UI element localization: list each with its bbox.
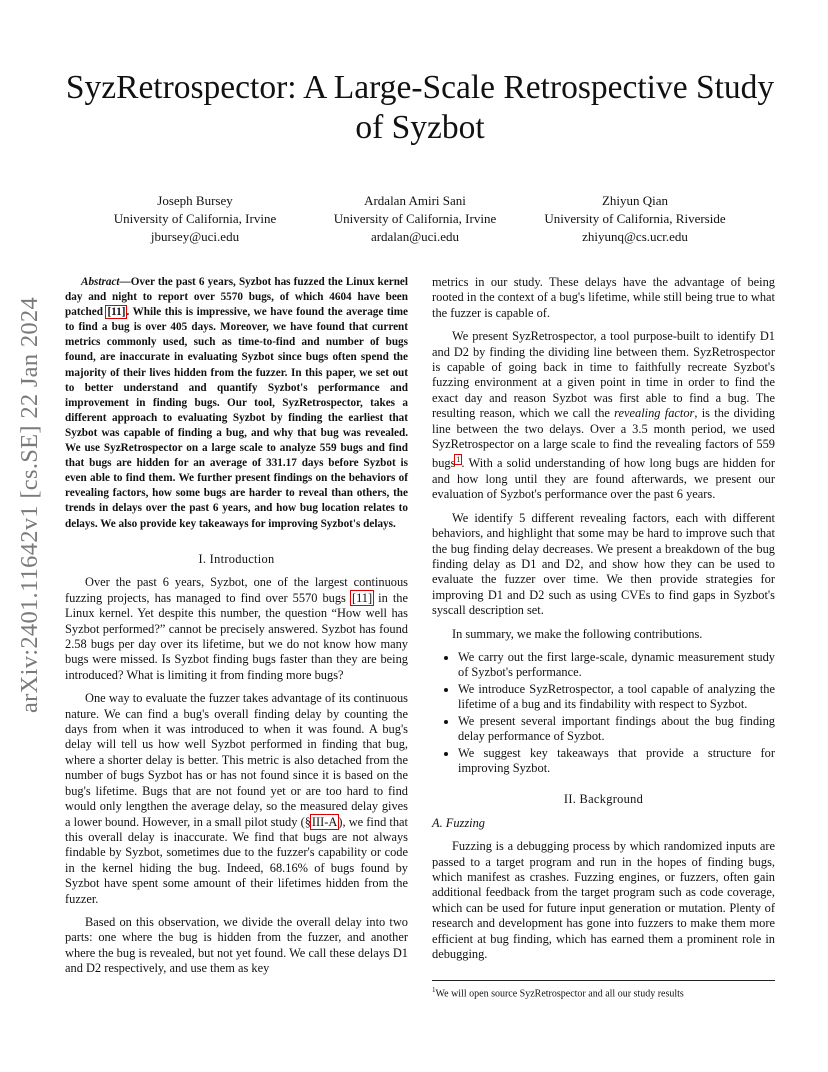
paper-title bbox=[60, 68, 780, 148]
subsection-heading-fuzzing: A. Fuzzing bbox=[432, 815, 486, 830]
abstract-text-b: . While this is impressive, we have found the average time to find a bug is over 405 days. Moreover, we have found that current metrics commonly used, such as time-to-find and number of bugs found, are inaccurate in evaluating Syzbot since bugs often spend the majority of their lives hidden from the fuzzer. In this paper, we set out to better understand and quantify Syzbot's performance and improvement in finding bugs. Our tool, SyzRetrospector, takes a different approach to evaluating Syzbot by finding the earliest that Syzbot was capable of finding a bug, and why that bug was revealed. We use SyzRetrospector on a large scale to analyze 559 bugs and find that bugs are hidden for an average of 331.17 days before Syzbot is even able to find them. We further present findings on the behaviors of revealing factors, how some bugs are harder to reveal than others, the trends in delays over the past 6 years, and how bug location relates to delays. We also provide key takeaways for improving Syzbot's delays. bbox=[65, 306, 408, 530]
footnote-text: We will open source SyzRetrospector and all our study results bbox=[435, 988, 684, 1000]
right-paragraph-0: metrics in our study. These delays have the advantage of being rooted in the context of a bug's lifetime, while still being true to what the fuzzer is capable of. bbox=[432, 275, 775, 320]
section-reference-link[interactable]: III-A bbox=[311, 814, 338, 829]
footnote bbox=[432, 980, 775, 999]
footnote-link[interactable]: 1 bbox=[456, 455, 461, 465]
author-affiliation: University of California, Irvine bbox=[113, 211, 277, 226]
author-name: Zhiyun Qian bbox=[601, 193, 669, 208]
left-column bbox=[65, 552, 408, 985]
right-paragraph-2: We identify 5 different revealing factors, each with different behaviors, and highlight that some may be hard to improve such that the bug finding delay decreases. We present a breakdown of the bug finding delay as D1 and D2, and show how they can be used to evaluate the fuzzer over time. We then provide strategies for improving D1 and D2 such as using CVEs to find gaps in Syzbot's syscall description set. bbox=[432, 510, 775, 618]
abstract bbox=[65, 275, 408, 532]
citation-link[interactable]: [11] bbox=[107, 306, 126, 319]
arxiv-watermark bbox=[10, 295, 50, 715]
author-email: zhiyunq@cs.ucr.edu bbox=[582, 229, 688, 244]
author-block-1 bbox=[100, 192, 290, 246]
abstract-text-a: —Over the past 6 years, Syzbot has fuzzed the Linux kernel day and night to report over 5570 bugs, of which 4604 have been patched bbox=[65, 276, 408, 319]
list-item: • We carry out the first large-scale, dynamic measurement study of Syzbot's performance. bbox=[458, 650, 775, 681]
section-heading-background: II. Background bbox=[563, 792, 644, 807]
right-paragraph-3: In summary, we make the following contributions. bbox=[452, 626, 703, 641]
list-item: • We suggest key takeaways that provide a structure for improving Syzbot. bbox=[458, 746, 775, 777]
right-paragraph-4: Fuzzing is a debugging process by which randomized inputs are passed to a target program and run in the hopes of finding bugs, which manifest as crashes. Fuzzing engines, or fuzzers, often gain additional feedback from the target program such as code coverage, which can be used for future input generation or mutation. Plenty of research and development has gone into fuzzers to make them more efficient at bug finding, which has earned them a prominent role in debugging. bbox=[432, 839, 775, 961]
footnote-mark: 1 bbox=[432, 986, 436, 994]
citation-link[interactable]: [11] bbox=[351, 590, 373, 605]
author-email: jbursey@uci.edu bbox=[150, 229, 240, 244]
author-email: ardalan@uci.edu bbox=[370, 229, 460, 244]
intro-paragraph-2: One way to evaluate the fuzzer takes advantage of its continuous nature. We can find a bug's overall finding delay by counting the days from when it was introduced to when it was found. A bug's delay will tell us how well Syzbot performed in finding that bug, where a shorter delay is better. This metric is also detached from the number of bugs Syzbot has or has not found since it is based on the bug's lifetime. Bugs that are not found yet or are too hard to find would only lengthen the average delay, so the measured delay gives a lower bound. However, in a small pilot study (§III-A), we find that this overall delay is inaccurate. We find that bugs are not always findable by Syzbot, sometimes due to the fuzzer's capability or code in the kernel hiding the bug. Indeed, 68.16% of bugs found by Syzbot have spent some amount of their lifetimes hidden from the fuzzer. bbox=[65, 691, 408, 906]
author-block-2 bbox=[315, 192, 515, 246]
list-item: • We introduce SyzRetrospector, a tool capable of analyzing the lifetime of a bug and its findability with respect to Syzbot. bbox=[458, 682, 775, 713]
title-line-1: SyzRetrospector: A Large-Scale Retrospective Study bbox=[65, 69, 775, 106]
author-name: Ardalan Amiri Sani bbox=[364, 193, 466, 208]
list-item: • We present several important findings about the bug finding delay performance of Syzbot. bbox=[458, 714, 775, 745]
right-paragraph-1: We present SyzRetrospector, a tool purpose-built to identify D1 and D2 by finding the dividing line between them. SyzRetrospector is capable of going back in time to faithfully recreate Syzbot's fuzzing environment at a given point in time in order to find the exact day and reason Syzbot was first able to find a bug. The resulting reason, which we call the revealing factor, is the dividing line between the two delays. Over a 3.5 month period, we used SyzRetrospector on a large scale to find the revealing factors of 559 bugs$^1$. With a solid understanding of how long bugs are hidden for and how long until they are found afterwards, we present our evaluation of Syzbot's performance over the past 6 years. bbox=[432, 329, 775, 502]
intro-paragraph-3: Based on this observation, we divide the overall delay into two parts: one where the bug is hidden from the fuzzer, and another where the bug is revealed, but not yet found. We call these delays D1 and D2 respectively, and use them as key bbox=[65, 914, 408, 976]
author-name: Joseph Bursey bbox=[157, 193, 233, 208]
author-block-3 bbox=[530, 192, 740, 246]
abstract-label: Abstract bbox=[81, 276, 120, 288]
arxiv-id: arXiv:2401.11642v1 [cs.SE] 22 Jan 2024 bbox=[16, 296, 43, 714]
right-column bbox=[432, 275, 775, 970]
author-affiliation: University of California, Irvine bbox=[333, 211, 497, 226]
section-heading-introduction: I. Introduction bbox=[198, 552, 275, 566]
title-line-2: of Syzbot bbox=[355, 109, 485, 146]
intro-paragraph-1: Over the past 6 years, Syzbot, one of the largest continuous fuzzing projects, has managed to find over 5570 bugs [11] in the Linux kernel. Yet despite this number, the question “How well has Syzbot performed?” cannot be precisely answered. Syzbot has found 2.58 bugs per day over its lifetime, but we do not know how many bugs were missed. Is Syzbot finding bugs faster than they are being introduced? What is limiting it from finding more bugs? bbox=[65, 575, 408, 682]
author-affiliation: University of California, Riverside bbox=[544, 211, 726, 226]
contributions-list bbox=[432, 650, 775, 776]
